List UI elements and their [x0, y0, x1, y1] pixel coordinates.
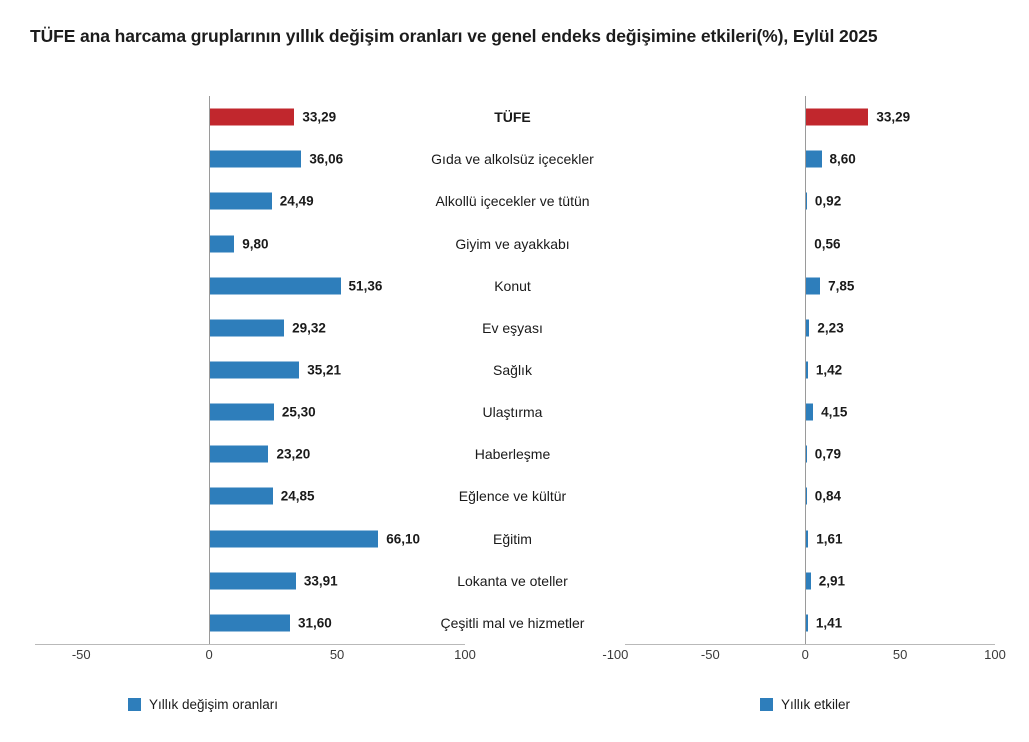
bar-value-label: 7,85	[828, 278, 855, 294]
category-label: Eğlence ve kültür	[458, 488, 567, 505]
bar	[209, 151, 301, 168]
bar-row	[625, 560, 995, 602]
bar-value-label: 36,06	[309, 151, 344, 167]
bar-value-label: 33,29	[302, 109, 337, 125]
bar-row	[625, 180, 995, 222]
bar	[805, 151, 821, 168]
category-label: Gıda ve alkolsüz içecekler	[431, 151, 594, 168]
category-label-column	[370, 96, 655, 644]
bar-value-label: 0,84	[814, 488, 842, 504]
bar-value-label: 2,91	[818, 573, 845, 589]
category-label: Lokanta ve oteller	[457, 572, 568, 589]
bar-row	[625, 518, 995, 560]
bar	[805, 277, 820, 294]
x-tick-label: -50	[700, 647, 720, 662]
category-label: Ulaştırma	[482, 404, 543, 421]
bar-value-label: 1,61	[816, 531, 843, 547]
category-label: Çeşitli mal ve hizmetler	[440, 614, 585, 631]
legend-left-label: Yıllık değişim oranları	[149, 697, 279, 712]
bar-value-label: 0,92	[814, 193, 842, 209]
legend-left	[128, 697, 278, 712]
bar-value-label: 29,32	[292, 320, 326, 336]
bar-value-label: 35,21	[307, 362, 342, 378]
bar-value-label: 31,60	[297, 615, 332, 631]
bar-value-label: 1,41	[815, 615, 843, 631]
bar-value-label: 0,79	[814, 446, 841, 462]
category-label: Eğitim	[493, 530, 532, 547]
x-tick-label: 50	[892, 647, 908, 662]
zero-axis-line-right	[805, 96, 806, 644]
bar	[209, 109, 294, 126]
legend-right-label: Yıllık etkiler	[781, 697, 851, 712]
bar	[209, 488, 273, 505]
x-tick-label: 100	[454, 647, 476, 662]
category-label: Sağlık	[493, 362, 532, 379]
bar	[209, 277, 340, 294]
bar-row	[625, 96, 995, 138]
bar-value-label: 8,60	[829, 151, 856, 167]
bar	[209, 572, 296, 589]
bar	[209, 614, 290, 631]
bar-value-label: 24,49	[279, 193, 314, 209]
bar	[209, 319, 284, 336]
bar-row	[625, 138, 995, 180]
bar-value-label: 33,91	[303, 573, 338, 589]
bar-value-label: 51,36	[348, 278, 383, 294]
bar-value-label: 33,29	[876, 109, 911, 125]
bar-value-label: 0,56	[814, 236, 841, 252]
legend-swatch-icon	[760, 698, 773, 711]
bar-value-label: 23,20	[276, 446, 311, 462]
x-tick-label: 100	[984, 647, 1006, 662]
category-label: Haberleşme	[474, 446, 551, 463]
bar	[209, 446, 268, 463]
bar-value-label: 25,30	[281, 404, 316, 420]
x-axis-line-left	[35, 644, 465, 645]
x-axis-line-right	[625, 644, 995, 645]
legend-swatch-icon	[128, 698, 141, 711]
x-tick-label: -100	[602, 647, 629, 662]
chart-panel-right	[602, 96, 1006, 662]
legend-right	[760, 697, 850, 712]
x-tick-label: -50	[71, 647, 91, 662]
bar-row	[625, 349, 995, 391]
bar-row	[625, 475, 995, 517]
bar-row	[625, 391, 995, 433]
category-label: Alkollü içecekler ve tütün	[435, 193, 590, 210]
bar-row	[625, 307, 995, 349]
x-tick-label: 0	[801, 647, 809, 662]
x-axis-ticks-left	[35, 647, 476, 667]
bar-value-label: 2,23	[817, 320, 844, 336]
bar	[805, 404, 813, 421]
bar	[805, 109, 868, 126]
bar	[209, 193, 272, 210]
bar-value-label: 66,10	[386, 531, 421, 547]
bar	[209, 362, 299, 379]
bar	[209, 235, 234, 252]
category-label: Giyim ve ayakkabı	[455, 235, 570, 252]
zero-axis-line-left	[209, 96, 210, 644]
page-title: TÜFE ana harcama gruplarının yıllık değişim oranları ve genel endeks değişimine etkileri(%), Eylül 2025	[30, 26, 878, 46]
bar-row	[625, 265, 995, 307]
plot-area-right	[602, 96, 1006, 662]
category-label: TÜFE	[494, 109, 531, 126]
bar	[209, 404, 274, 421]
bar-rows-right	[625, 96, 995, 644]
x-axis-ticks-right	[602, 647, 1006, 667]
bar-value-label: 1,42	[815, 362, 843, 378]
x-tick-label: 0	[205, 647, 213, 662]
bar-row	[625, 433, 995, 475]
category-label: Konut	[494, 277, 531, 294]
bar-value-label: 4,15	[821, 404, 848, 420]
bar-row	[625, 222, 995, 264]
bar-value-label: 24,85	[280, 488, 315, 504]
x-tick-label: 50	[329, 647, 345, 662]
bar-value-label: 9,80	[242, 236, 269, 252]
bar	[209, 530, 378, 547]
category-label: Ev eşyası	[482, 319, 543, 336]
bar-row	[625, 602, 995, 644]
